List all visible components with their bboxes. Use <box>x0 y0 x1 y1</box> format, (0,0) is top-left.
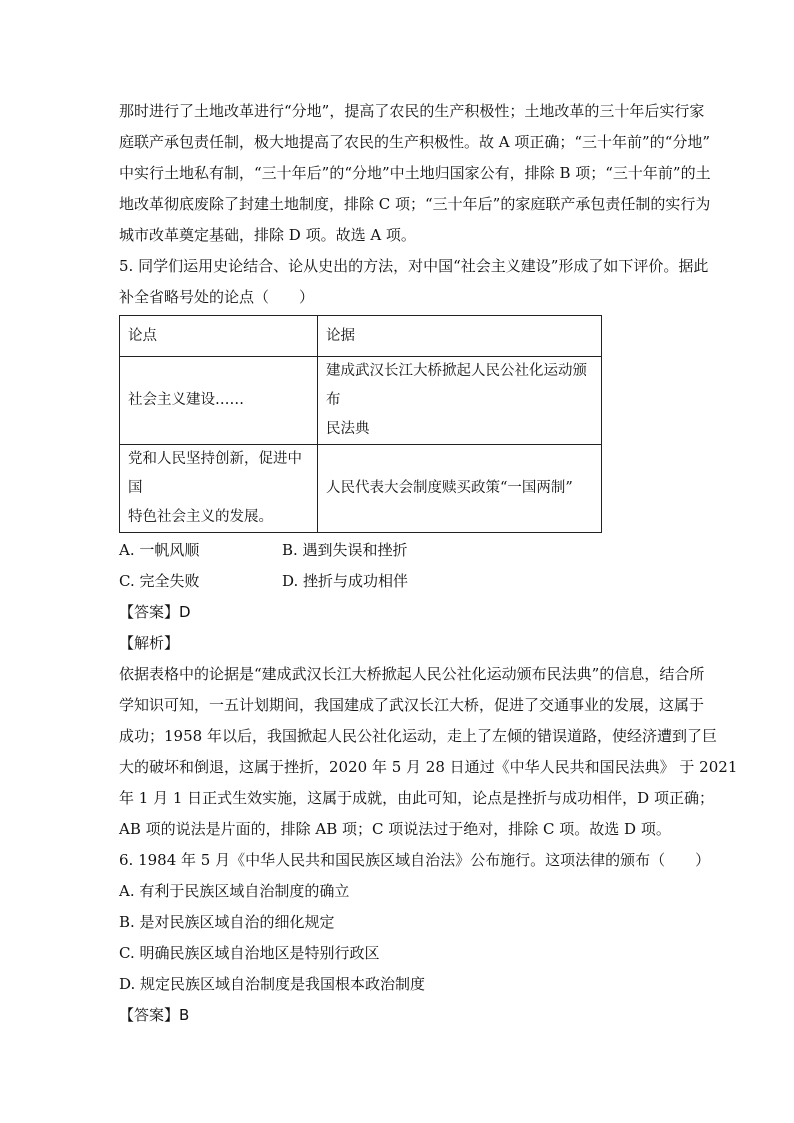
question-stem-line: 6. 1984 年 5 月《中华人民共和国民族区域自治法》公布施行。这项法律的颁布（ ） <box>119 851 711 869</box>
cell-text: 社会主义建设…… <box>128 392 244 408</box>
paragraph-line: 地改革彻底废除了封建土地制度，排除 C 项；“三十年后”的家庭联产承包责任制的实行为 <box>119 195 711 213</box>
question-stem-line: 补全省略号处的论点（ ） <box>119 288 315 306</box>
table-cell-claim <box>120 357 318 445</box>
paragraph-line: 城市改革奠定基础，排除 D 项。故选 A 项。 <box>119 226 416 244</box>
paragraph-line: 大的破坏和倒退，这属于挫折，2020 年 5 月 28 日通过《中华人民共和国民法典》 于 2021 <box>119 758 738 776</box>
cell-text: 特色社会主义的发展。 <box>128 509 273 525</box>
option-a: A. 一帆风顺 <box>119 541 200 559</box>
cell-text: 民法典 <box>326 421 370 437</box>
paragraph-line: 成功；1958 年以后，我国掀起人民公社化运动，走上了左倾的错误道路，使经济遭到了巨 <box>119 727 717 745</box>
analysis-label: 【解析】 <box>119 634 180 652</box>
previous-analysis <box>119 96 711 251</box>
table-header-row <box>120 316 602 357</box>
analysis-text <box>119 659 738 845</box>
cell-text: 建成武汉长江大桥掀起人民公社化运动颁布 <box>326 363 587 408</box>
table-cell-claim <box>120 445 318 533</box>
question-6 <box>119 845 711 1031</box>
table-row <box>120 445 602 533</box>
paragraph-line: 学知识可知，一五计划期间，我国建成了武汉长江大桥，促进了交通事业的发展，这属于 <box>119 696 705 714</box>
table-header-evidence: 论据 <box>318 316 602 357</box>
option-c: C. 明确民族区域自治地区是特别行政区 <box>119 944 380 962</box>
question-5 <box>119 251 738 845</box>
table-cell-evidence <box>318 357 602 445</box>
table-header-claim: 论点 <box>120 316 318 357</box>
option-row <box>119 566 679 597</box>
table-cell-evidence <box>318 445 602 533</box>
option-row <box>119 535 679 566</box>
paragraph-line: 年 1 月 1 日正式生效实施，这属于成就，由此可知，论点是挫折与成功相伴，D 项正确； <box>119 789 714 807</box>
cell-text: 党和人民坚持创新，促进中国 <box>128 451 302 496</box>
table-row <box>120 357 602 445</box>
paragraph-line: 中实行土地私有制，“三十年后”的“分地”中土地归国家公有，排除 B 项；“三十年前”的土 <box>119 164 711 182</box>
answer-label: 【答案】D <box>119 603 191 621</box>
cell-text: 人民代表大会制度赎买政策“一国两制” <box>326 480 573 496</box>
option-b: B. 是对民族区域自治的细化规定 <box>119 913 335 931</box>
paragraph-line: 依据表格中的论据是“建成武汉长江大桥掀起人民公社化运动颁布民法典”的信息，结合所 <box>119 665 705 683</box>
paragraph-line: 庭联产承包责任制，极大地提高了农民的生产积极性。故 A 项正确；“三十年前”的“分地” <box>119 133 711 151</box>
paragraph-line: AB 项的说法是片面的，排除 AB 项；C 项说法过于绝对，排除 C 项。故选 D 项。 <box>119 820 671 838</box>
option-d: D. 挫折与成功相伴 <box>282 572 409 590</box>
answer-label: 【答案】B <box>119 1006 190 1024</box>
question-stem-line: 5. 同学们运用史论结合、论从史出的方法，对中国“社会主义建设”形成了如下评价。据此 <box>119 257 709 275</box>
option-b: B. 遇到失误和挫折 <box>282 541 408 559</box>
document-page <box>119 96 738 1031</box>
argument-table <box>119 315 602 533</box>
option-a: A. 有利于民族区域自治制度的确立 <box>119 882 350 900</box>
option-d: D. 规定民族区域自治制度是我国根本政治制度 <box>119 975 426 993</box>
option-c: C. 完全失败 <box>119 572 200 590</box>
paragraph-line: 那时进行了土地改革进行“分地”，提高了农民的生产积极性；土地改革的三十年后实行家 <box>119 102 705 120</box>
